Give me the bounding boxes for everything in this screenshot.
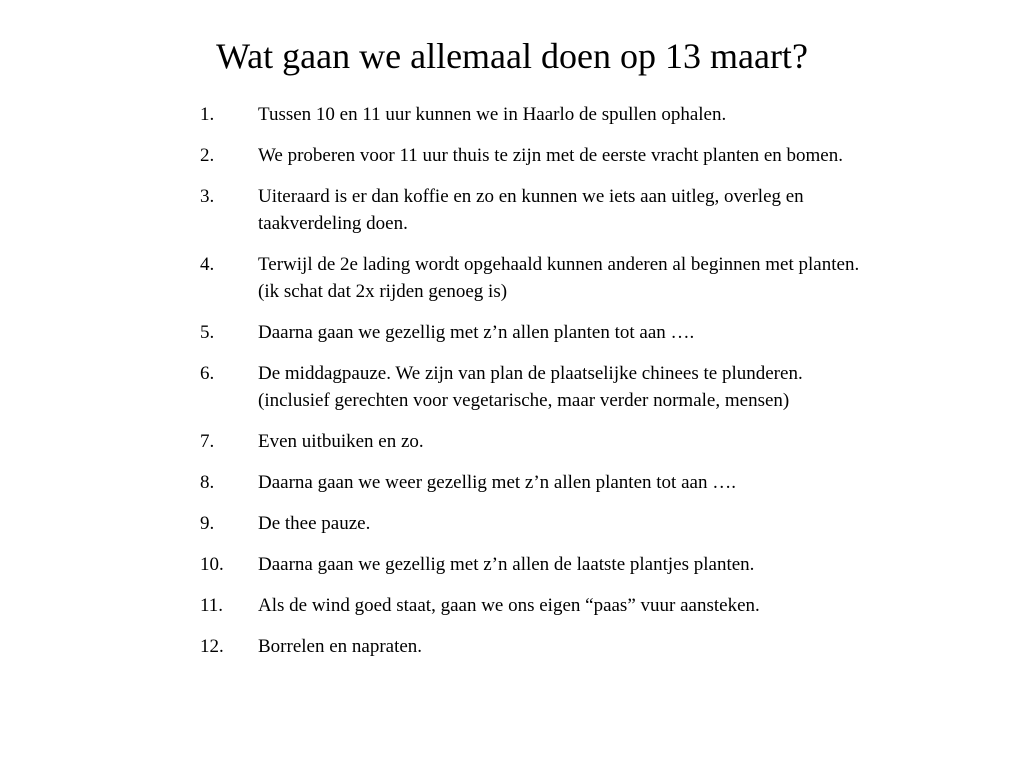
item-text: De thee pauze. (258, 513, 371, 534)
item-number: 11. (200, 595, 224, 616)
agenda-list (200, 101, 870, 674)
item-text: Borrelen en napraten. (258, 636, 423, 657)
item-number: 8. (200, 472, 215, 493)
item-number: 12. (200, 636, 224, 657)
list-item (200, 101, 870, 128)
list-item (200, 633, 870, 660)
item-number: 4. (200, 254, 215, 275)
item-number: 2. (200, 145, 215, 166)
list-item (200, 251, 870, 305)
list-item (200, 360, 870, 414)
item-text: Tussen 10 en 11 uur kunnen we in Haarlo de spullen ophalen. (258, 104, 727, 125)
item-text: Daarna gaan we gezellig met z’n allen de laatste plantjes planten. (258, 554, 755, 575)
item-text: De middagpauze. We zijn van plan de plaatselijke chinees te plunderen. (inclusief gerechten voor vegetarische, maar verder normale, mensen) (258, 363, 803, 411)
item-number: 10. (200, 554, 224, 575)
slide-title: Wat gaan we allemaal doen op 13 maart? (216, 36, 808, 76)
list-item (200, 319, 870, 346)
list-item (200, 469, 870, 496)
item-number: 3. (200, 186, 215, 207)
item-number: 9. (200, 513, 215, 534)
list-item (200, 183, 870, 237)
item-text: Terwijl de 2e lading wordt opgehaald kunnen anderen al beginnen met planten. (ik schat dat 2x rijden genoeg is) (258, 254, 860, 302)
item-text: Even uitbuiken en zo. (258, 431, 424, 452)
list-item (200, 592, 870, 619)
item-number: 5. (200, 322, 215, 343)
item-text: Daarna gaan we weer gezellig met z’n allen planten tot aan …. (258, 472, 736, 493)
list-item (200, 510, 870, 537)
list-item (200, 142, 870, 169)
item-text: We proberen voor 11 uur thuis te zijn met de eerste vracht planten en bomen. (258, 145, 843, 166)
item-number: 7. (200, 431, 215, 452)
item-text: Daarna gaan we gezellig met z’n allen planten tot aan …. (258, 322, 695, 343)
item-text: Als de wind goed staat, gaan we ons eigen “paas” vuur aansteken. (258, 595, 760, 616)
item-number: 1. (200, 104, 215, 125)
item-number: 6. (200, 363, 215, 384)
list-item (200, 428, 870, 455)
list-item (200, 551, 870, 578)
item-text: Uiteraard is er dan koffie en zo en kunnen we iets aan uitleg, overleg en taakverdeling doen. (258, 186, 804, 234)
